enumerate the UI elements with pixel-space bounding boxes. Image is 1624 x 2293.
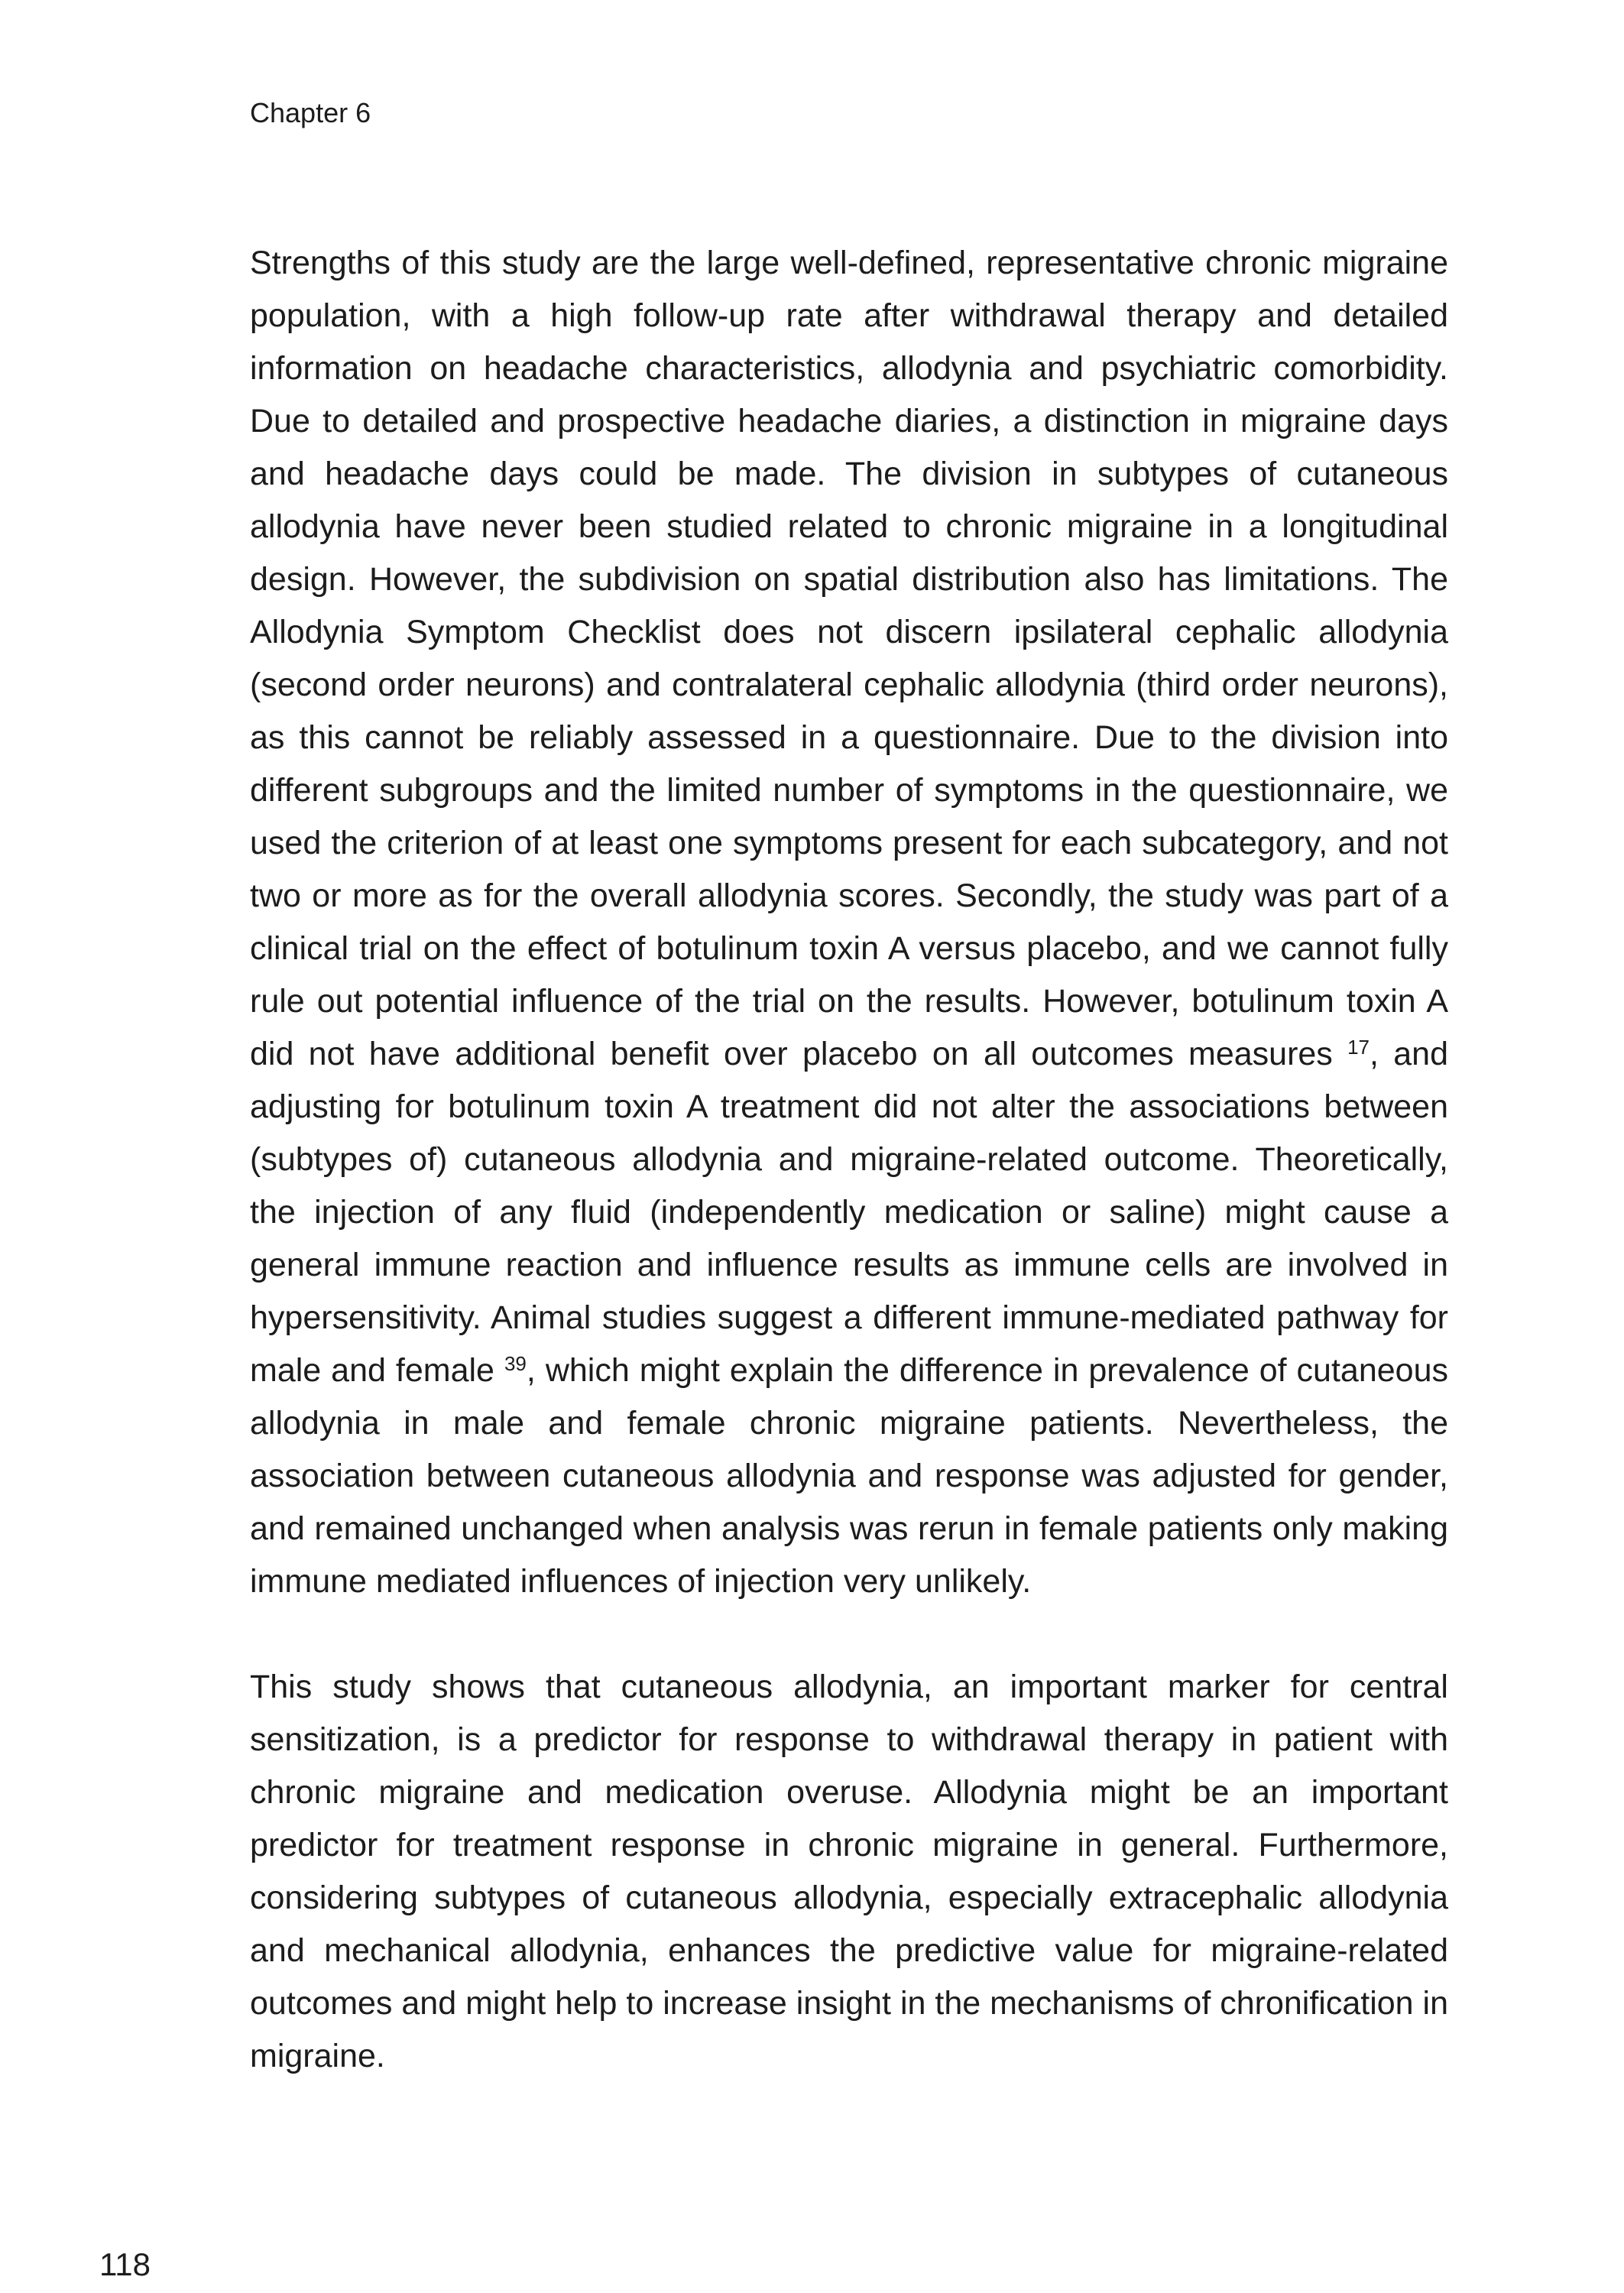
reference-superscript-17: 17 <box>1347 1035 1370 1059</box>
reference-superscript-39: 39 <box>504 1351 527 1375</box>
paragraph-conclusion <box>250 1661 1448 2083</box>
page-footer <box>99 2246 151 2284</box>
paragraph-text: , and adjusting for botulinum toxin A treatment did not alter the associations between (subtypes of) cutaneous allodynia and migraine-related outcome. Theoretically, the injection of any fluid (independently medication or saline) might cause a general immune reaction and influence results as immune cells are involved in hypersensitivity. Animal studies suggest a different immune-mediated pathway for male and female <box>250 1036 1448 1389</box>
chapter-header <box>250 96 371 130</box>
paragraph-strengths <box>250 237 1448 1608</box>
chapter-title: Chapter 6 <box>250 97 371 128</box>
paragraph-text: , which might explain the difference in prevalence of cutaneous allodynia in male and female chronic migraine patients. Nevertheless, the association between cutaneous allodynia and response was adjusted for gender, and remained unchanged when analysis was rerun in female patients only making immune mediated influences of injection very unlikely. <box>250 1352 1448 1600</box>
paragraph-text: Strengths of this study are the large well-defined, representative chronic migraine population, with a high follow-up rate after withdrawal therapy and detailed information on headache characteristics, allodynia and psychiatric comorbidity. Due to detailed and prospective headache diaries, a distinction in migraine days and headache days could be made. The division in subtypes of cutaneous allodynia have never been studied related to chronic migraine in a longitudinal design. However, the subdivision on spatial distribution also has limitations. The Allodynia Symptom Checklist does not discern ipsilateral cephalic allodynia (second order neurons) and contralateral cephalic allodynia (third order neurons), as this cannot be reliably assessed in a questionnaire. Due to the division into different subgroups and the limited number of symptoms in the questionnaire, we used the criterion of at least one symptoms present for each subcategory, and not two or more as for the overall allodynia scores. Secondly, the study was part of a clinical trial on the effect of botulinum toxin A versus placebo, and we cannot fully rule out potential influence of the trial on the results. However, botulinum toxin A did not have additional benefit over placebo on all outcomes measures <box>250 245 1448 1072</box>
paragraph-text: This study shows that cutaneous allodynia, an important marker for central sensitization, is a predictor for response to withdrawal therapy in patient with chronic migraine and medication overuse. Allodynia might be an important predictor for treatment response in chronic migraine in general. Furthermore, considering subtypes of cutaneous allodynia, especially extracephalic allodynia and mechanical allodynia, enhances the predictive value for migraine-related outcomes and might help to increase insight in the mechanisms of chronification in migraine. <box>250 1669 1448 2074</box>
page-body <box>250 237 1448 2083</box>
page-number: 118 <box>99 2246 151 2282</box>
